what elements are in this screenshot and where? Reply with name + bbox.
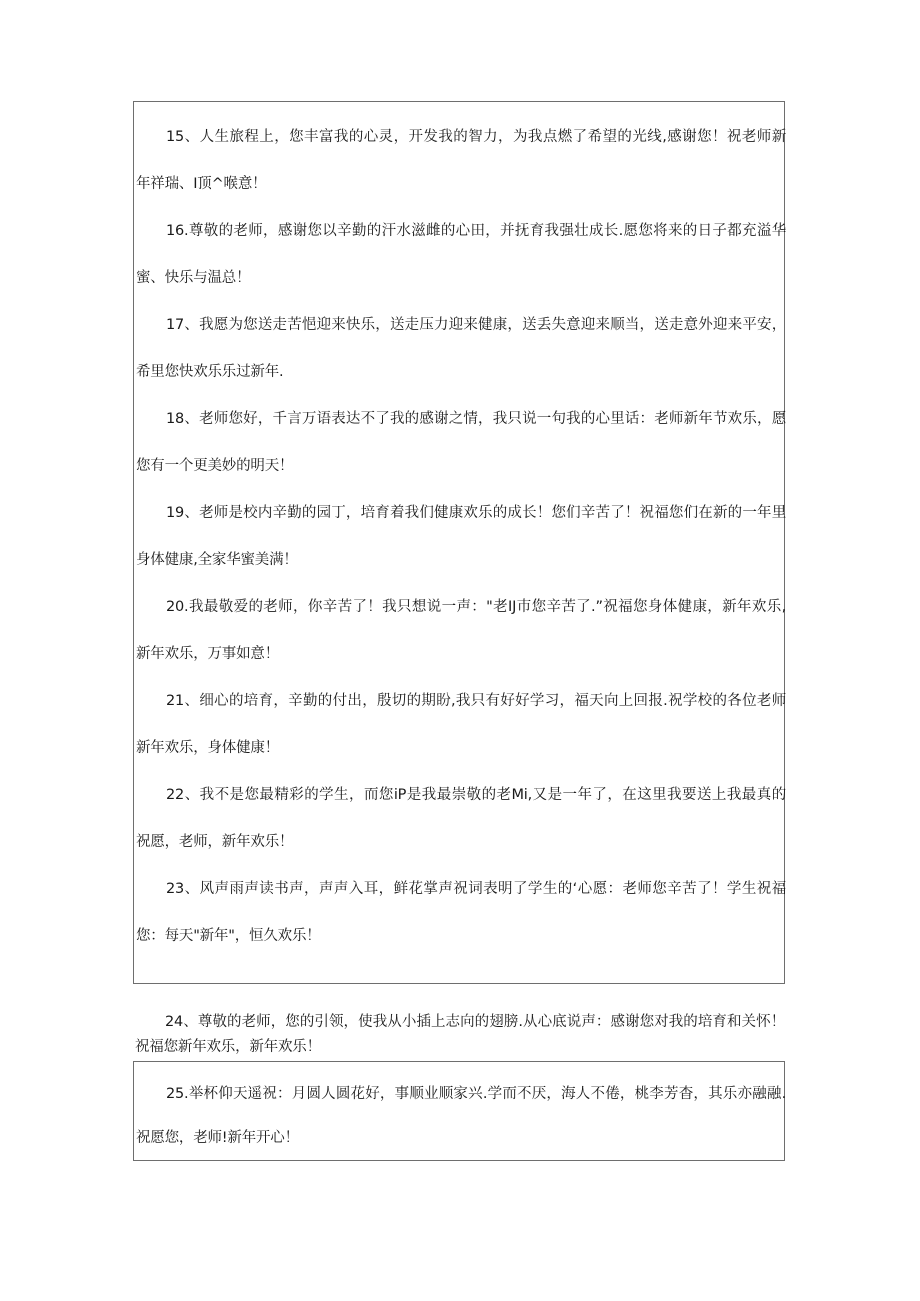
greeting-line: 新年欢乐，身体健康！ <box>136 740 279 756</box>
greeting-line: 16.尊敬的老师，感谢您以辛勤的汗水滋雌的心田，并抚育我强壮成长.愿您将来的日子都充溢华 <box>166 223 786 239</box>
greeting-line: 祝愿，老师，新年欢乐！ <box>136 834 294 850</box>
greeting-line: 蜜、快乐与温总！ <box>136 270 251 286</box>
greeting-line: 新年欢乐，万事如意！ <box>136 646 279 662</box>
greeting-line: 希里您快欢乐乐过新年. <box>136 364 284 380</box>
greeting-line: 22、我不是您最精彩的学生，而您iP是我最崇敬的老Mi,又是一年了，在这里我要送上我最真的 <box>166 787 786 803</box>
greeting-line: 24、尊敬的老师，您的引领，使我从小插上志向的翅膀.从心底说声：感谢您对我的培育和关怀！ <box>165 1014 785 1030</box>
greeting-line: 身体健康,全家华蜜美满！ <box>136 552 298 568</box>
greeting-line: 祝福您新年欢乐，新年欢乐！ <box>135 1039 321 1055</box>
greeting-line: 21、细心的培育，辛勤的付出，殷切的期盼,我只有好好学习，福天向上回报.祝学校的各位老师 <box>166 693 786 709</box>
greetings-box-last <box>133 1061 785 1161</box>
greeting-line: 年祥瑞、I顶^喉意！ <box>136 176 267 192</box>
greeting-line: 19、老师是校内辛勤的园丁，培育着我们健康欢乐的成长！您们辛苦了！祝福您们在新的一年里 <box>166 505 786 521</box>
greetings-box-main <box>133 101 785 984</box>
greeting-line: 祝愿您，老师!新年开心！ <box>136 1130 299 1146</box>
greeting-line: 您：每天"新年"，恒久欢乐！ <box>136 928 321 944</box>
greeting-line: 17、我愿为您送走苦悒迎来快乐，送走压力迎来健康，送丢失意迎来顺当，送走意外迎来平安， <box>166 317 786 333</box>
greeting-line: 23、风声雨声读书声，声声入耳，鲜花掌声祝词表明了学生的‘心愿：老师您辛苦了！学生祝福 <box>166 881 786 897</box>
greeting-line: 您有一个更美妙的明天！ <box>136 458 294 474</box>
greeting-line: 20.我最敬爱的老师，你辛苦了！我只想说一声："老IJ巿您辛苦了.”祝福您身体健康，新年欢乐, <box>166 599 786 615</box>
greeting-line: 18、老师您好，千言万语表达不了我的感谢之情，我只说一句我的心里话：老师新年节欢乐，愿 <box>166 411 786 427</box>
greeting-line: 15、人生旅程上，您丰富我的心灵，开发我的智力，为我点燃了希望的光线,感谢您！祝老师新 <box>166 129 786 145</box>
greeting-line: 25.举杯仰天遥祝：月圆人圆花好，事顺业顺家兴.学而不厌，海人不倦，桃李芳杳，其乐亦融融. <box>166 1086 786 1102</box>
